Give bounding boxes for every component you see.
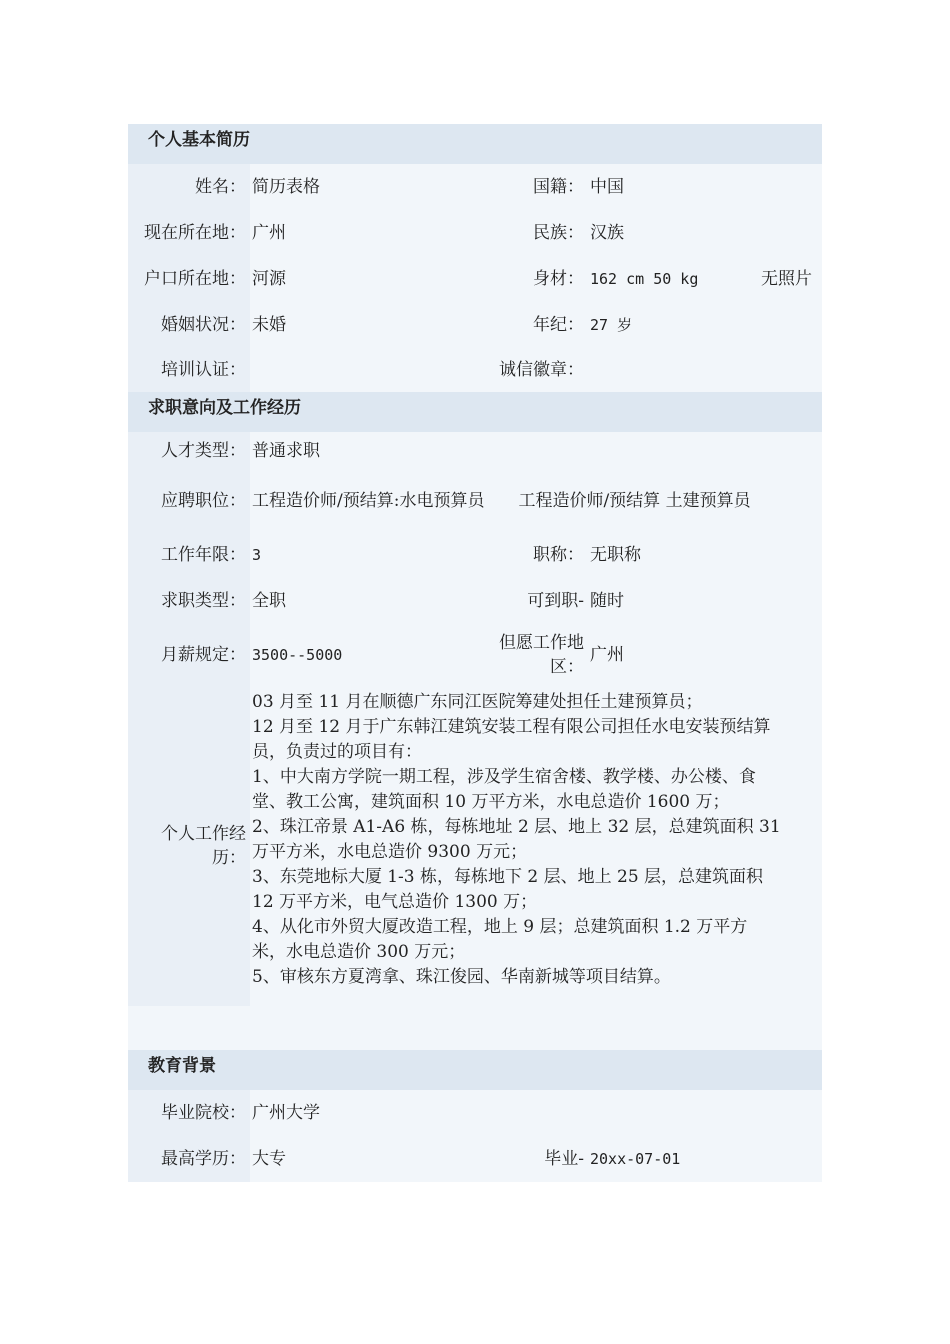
talent-type-label: 人才类型： bbox=[128, 432, 250, 470]
experience-line: 03 月至 11 月在顺德广东同江医院筹建处担任土建预算员； bbox=[252, 692, 703, 712]
table-row bbox=[128, 164, 822, 210]
name-value: 简历表格 bbox=[250, 164, 466, 210]
work-years-label: 工作年限： bbox=[128, 532, 250, 578]
experience-line: 员，负责过的项目有： bbox=[252, 742, 422, 762]
work-experience-label: 个人工作经历： bbox=[128, 686, 250, 1006]
marital-label: 婚姻状况： bbox=[128, 302, 250, 348]
current-location-label: 现在所在地： bbox=[128, 210, 250, 256]
work-area-label: 但愿工作地区： bbox=[466, 624, 588, 686]
table-row bbox=[128, 256, 822, 302]
work-area-value: 广州 bbox=[588, 624, 822, 686]
availability-label: 可到职- bbox=[466, 578, 588, 624]
photo-note: 无照片 bbox=[761, 269, 812, 289]
experience-line: 1、中大南方学院一期工程，涉及学生宿舍楼、教学楼、办公楼、食 bbox=[252, 767, 756, 787]
table-row bbox=[128, 624, 822, 686]
table-row bbox=[128, 302, 822, 348]
experience-line: 4、从化市外贸大厦改造工程，地上 9 层；总建筑面积 1.2 万平方 bbox=[252, 917, 748, 937]
table-row bbox=[128, 210, 822, 256]
ethnicity-value: 汉族 bbox=[588, 210, 822, 256]
school-label: 毕业院校： bbox=[128, 1090, 250, 1136]
graduation-value: 20xx-07-01 bbox=[588, 1136, 822, 1182]
section-heading-job: 求职意向及工作经历 bbox=[128, 392, 822, 432]
experience-line: 12 月至 12 月于广东韩江建筑安装工程有限公司担任水电安装预结算 bbox=[252, 717, 771, 737]
hukou-value: 河源 bbox=[250, 256, 466, 302]
school-value: 广州大学 bbox=[250, 1090, 822, 1136]
table-row bbox=[128, 686, 822, 1006]
experience-line: 5、审核东方夏湾拿、珠江俊园、华南新城等项目结算。 bbox=[252, 967, 671, 987]
degree-value: 大专 bbox=[250, 1136, 466, 1182]
table-row bbox=[128, 348, 822, 392]
salary-value: 3500--5000 bbox=[250, 624, 466, 686]
marital-value: 未婚 bbox=[250, 302, 466, 348]
job-type-value: 全职 bbox=[250, 578, 466, 624]
section-heading-education: 教育背景 bbox=[128, 1050, 822, 1090]
age-label: 年纪： bbox=[466, 302, 588, 348]
table-row bbox=[128, 470, 822, 532]
availability-value: 随时 bbox=[588, 578, 822, 624]
integrity-badge-label: 诚信徽章： bbox=[466, 348, 588, 392]
table-row bbox=[128, 532, 822, 578]
experience-line: 堂、教工公寓，建筑面积 10 万平方米，水电总造价 1600 万； bbox=[252, 792, 730, 812]
experience-line: 12 万平方米，电气总造价 1300 万； bbox=[252, 892, 538, 912]
body-cell bbox=[588, 256, 822, 302]
name-label: 姓名： bbox=[128, 164, 250, 210]
experience-line: 米，水电总造价 300 万元； bbox=[252, 942, 466, 962]
position-label: 应聘职位： bbox=[128, 470, 250, 532]
table-row bbox=[128, 432, 822, 470]
title-label: 职称： bbox=[466, 532, 588, 578]
current-location-value: 广州 bbox=[250, 210, 466, 256]
ethnicity-label: 民族： bbox=[466, 210, 588, 256]
talent-type-value: 普通求职 bbox=[250, 432, 822, 470]
work-experience-lines bbox=[252, 690, 818, 990]
body-label: 身材： bbox=[466, 256, 588, 302]
graduation-label: 毕业- bbox=[466, 1136, 588, 1182]
table-row bbox=[128, 578, 822, 624]
section-heading-basic: 个人基本简历 bbox=[128, 124, 822, 164]
table-row bbox=[128, 1090, 822, 1136]
salary-label: 月薪规定： bbox=[128, 624, 250, 686]
training-label: 培训认证： bbox=[128, 348, 250, 392]
work-experience-value bbox=[250, 686, 822, 1006]
nationality-label: 国籍： bbox=[466, 164, 588, 210]
degree-label: 最高学历： bbox=[128, 1136, 250, 1182]
job-type-label: 求职类型： bbox=[128, 578, 250, 624]
body-value: 162 cm 50 kg bbox=[590, 270, 699, 288]
experience-line: 2、珠江帝景 A1-A6 栋，每栋地址 2 层、地上 32 层，总建筑面积 31 bbox=[252, 817, 781, 837]
work-years-value: 3 bbox=[250, 532, 466, 578]
training-value bbox=[250, 348, 466, 392]
experience-line: 万平方米，水电总造价 9300 万元； bbox=[252, 842, 528, 862]
resume-table bbox=[128, 124, 822, 1182]
spacer bbox=[128, 1006, 822, 1050]
title-value: 无职称 bbox=[588, 532, 822, 578]
table-row bbox=[128, 1136, 822, 1182]
experience-line: 3、东莞地标大厦 1-3 栋，每栋地下 2 层、地上 25 层，总建筑面积 bbox=[252, 867, 764, 887]
position-value: 工程造价师/预结算:水电预算员 工程造价师/预结算 土建预算员 bbox=[250, 470, 822, 532]
hukou-label: 户口所在地： bbox=[128, 256, 250, 302]
nationality-value: 中国 bbox=[588, 164, 822, 210]
integrity-badge-value bbox=[588, 348, 822, 392]
age-value: 27 岁 bbox=[588, 302, 822, 348]
